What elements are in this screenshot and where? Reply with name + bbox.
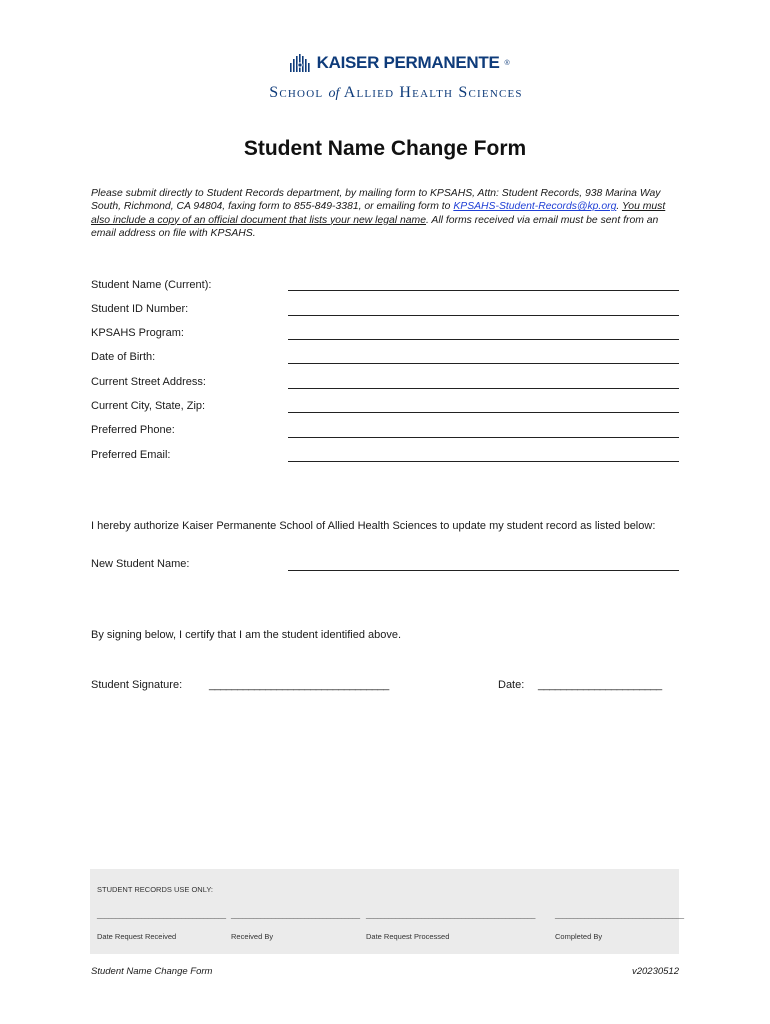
registered-mark: ® xyxy=(504,59,510,67)
kp-logo xyxy=(0,53,770,102)
student-id-field[interactable] xyxy=(288,315,679,316)
completed-by-caption: Completed By xyxy=(555,932,603,941)
field-label-student-id: Student ID Number: xyxy=(91,303,189,315)
intro-requirement: You must also include a copy of an official document that lists your new legal name xyxy=(91,201,666,226)
page-title: Student Name Change Form xyxy=(243,137,527,160)
field-label-phone: Preferred Phone: xyxy=(91,424,175,436)
school-name-post: Allied Health Sciences xyxy=(343,84,523,101)
intro-text-2: . xyxy=(616,201,622,213)
kp-brand-text: KAISER PERMANENTE xyxy=(316,53,500,72)
date-field[interactable]: ______________________ xyxy=(538,679,662,691)
footer-version: v20230512 xyxy=(631,966,679,977)
field-label-program: KPSAHS Program: xyxy=(91,327,184,339)
date-processed-caption: Date Request Processed xyxy=(366,932,450,941)
office-use-box xyxy=(90,869,684,954)
intro-text-1: Please submit directly to Student Records department, by mailing form to KPSAHS, Attn: Student Records, 938 Marina Way South, Richmond, CA 94804, faxing form to 855-849-3381, or emailing form to xyxy=(91,188,661,213)
street-address-field[interactable] xyxy=(288,388,679,389)
dob-field[interactable] xyxy=(288,363,679,364)
current-name-field[interactable] xyxy=(288,290,679,291)
kp-symbol-icon xyxy=(289,53,313,73)
received-by-caption: Received By xyxy=(231,932,274,941)
school-name xyxy=(22,84,770,102)
field-label-city: Current City, State, Zip: xyxy=(91,400,206,412)
office-use-title: STUDENT RECORDS USE ONLY: xyxy=(97,885,213,894)
kp-brand xyxy=(289,53,510,73)
date-label: Date: xyxy=(498,679,525,691)
field-label-email: Preferred Email: xyxy=(91,449,171,461)
city-state-zip-field[interactable] xyxy=(288,412,679,413)
field-label-dob: Date of Birth: xyxy=(91,351,156,363)
date-received-line: ___________________________________ xyxy=(97,910,226,919)
field-label-new-name: New Student Name: xyxy=(91,558,190,570)
signature-label: Student Signature: xyxy=(91,679,183,691)
school-name-of: of xyxy=(328,86,340,101)
phone-field[interactable] xyxy=(288,437,679,438)
intro-text-3: . All forms received via email must be sent from an email address on file with KPSAHS. xyxy=(91,214,659,239)
records-email-link[interactable]: KPSAHS-Student-Records@kp.org xyxy=(453,201,617,213)
date-received-caption: Date Request Received xyxy=(97,932,177,941)
new-name-field[interactable] xyxy=(288,570,679,571)
completed-by-line: ___________________________________ xyxy=(555,910,684,919)
footer-form-name: Student Name Change Form xyxy=(91,966,213,977)
signature-field[interactable]: ________________________________ xyxy=(209,679,389,691)
email-field[interactable] xyxy=(288,461,679,462)
field-label-current-name: Student Name (Current): xyxy=(91,279,212,291)
field-label-street: Current Street Address: xyxy=(91,376,206,388)
authorize-statement: I hereby authorize Kaiser Permanente School of Allied Health Sciences to update my student record as listed below: xyxy=(91,520,656,532)
date-processed-line: ______________________________________________ xyxy=(366,910,535,919)
school-name-pre: School xyxy=(269,84,324,101)
program-field[interactable] xyxy=(288,339,679,340)
intro-paragraph xyxy=(91,187,683,240)
certify-statement: By signing below, I certify that I am the student identified above. xyxy=(91,629,402,641)
received-by-line: ___________________________________ xyxy=(231,910,360,919)
